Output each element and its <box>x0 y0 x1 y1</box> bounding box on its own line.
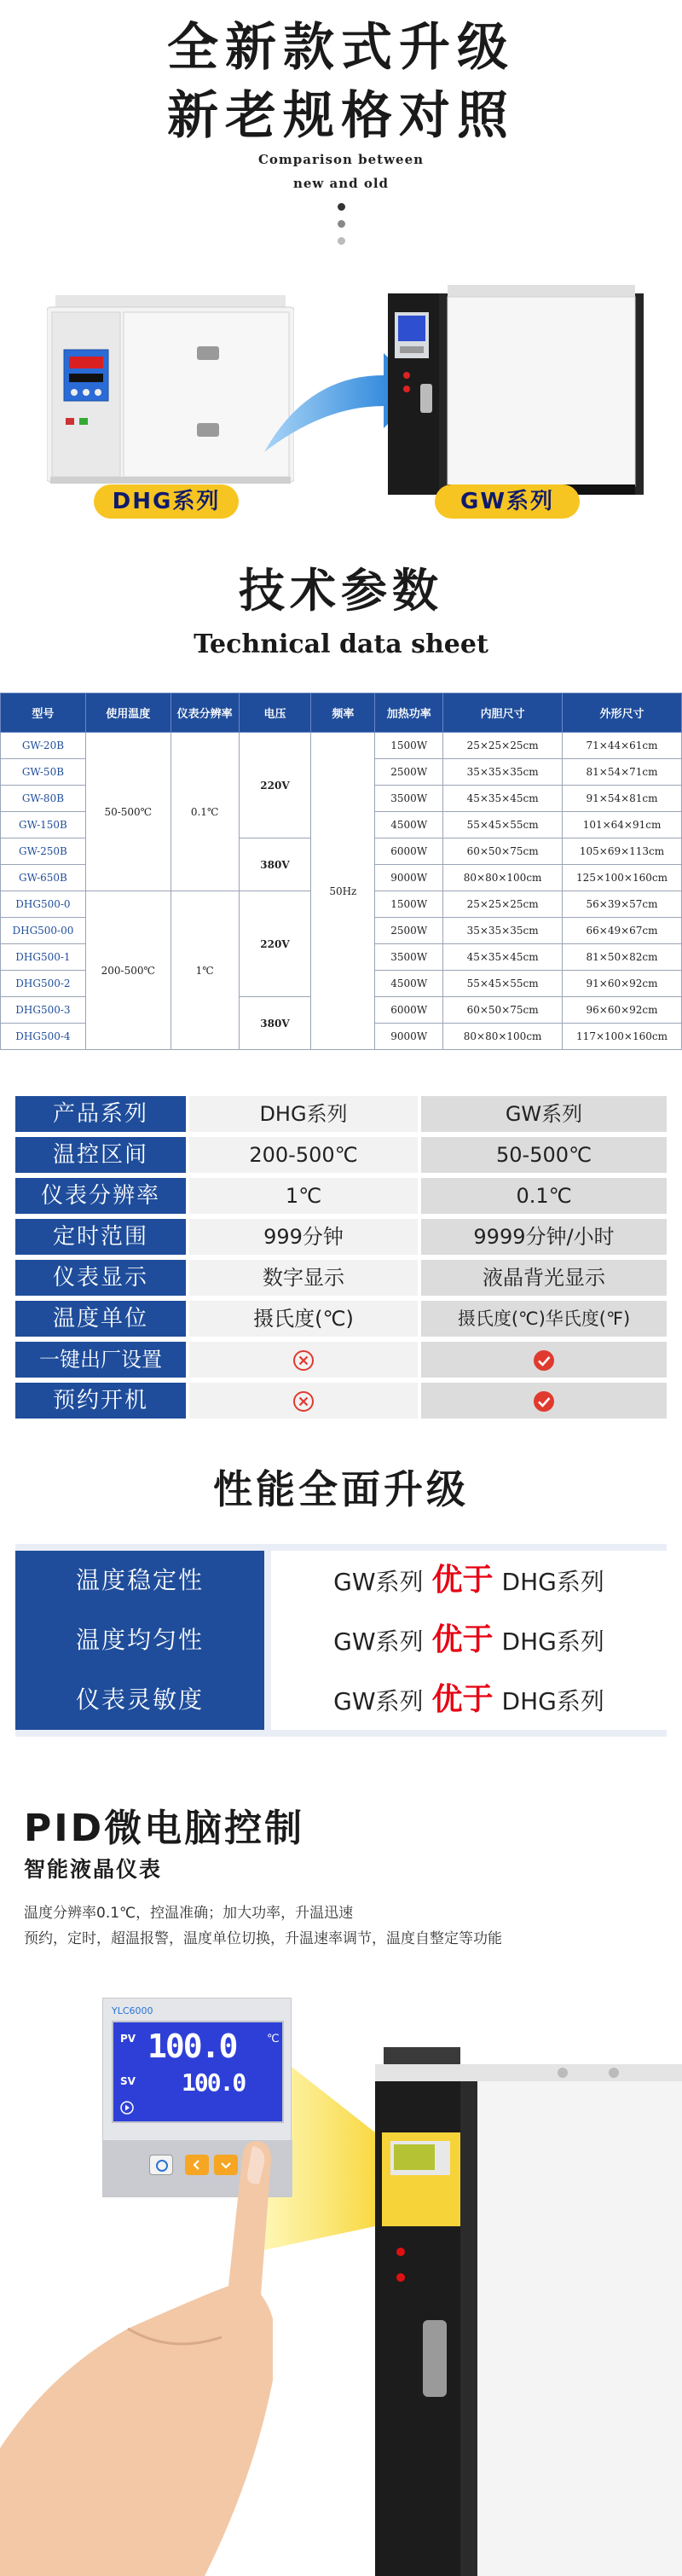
power-cell: 6000W <box>375 997 443 1024</box>
inner-size-cell: 35×35×35cm <box>443 918 563 944</box>
compare-dhg-value: 999分钟 <box>189 1219 418 1255</box>
compare-gw-value: GW系列 <box>421 1096 667 1132</box>
compare-dhg-value: 数字显示 <box>189 1260 418 1296</box>
perf-right: DHG系列 <box>501 1687 604 1715</box>
dot-indicator <box>338 203 345 211</box>
pid-desc-line2: 预约，定时，超温报警，温度单位切换，升温速率调节，温度自整定等功能 <box>24 1930 502 1947</box>
perf-highlight: 优于 <box>431 1622 494 1657</box>
perf-label: 温度均匀性 <box>15 1610 264 1670</box>
col-header: 电压 <box>239 693 311 733</box>
finger-image <box>0 2115 273 2576</box>
compare-label: 预约开机 <box>15 1383 186 1419</box>
col-header: 使用温度 <box>85 693 170 733</box>
compare-row <box>15 1342 667 1379</box>
model-cell: GW-80B <box>1 786 86 812</box>
power-cell: 4500W <box>375 812 443 838</box>
compare-dhg-value: DHG系列 <box>189 1096 418 1132</box>
compare-gw-value <box>421 1383 667 1419</box>
compare-label: 定时范围 <box>15 1219 186 1255</box>
col-header: 仪表分辨率 <box>170 693 239 733</box>
compare-dhg-value: 200-500℃ <box>189 1137 418 1173</box>
controller-brand: YLC6000 <box>112 2005 153 2016</box>
table-row <box>1 733 682 759</box>
perf-highlight: 优于 <box>431 1563 494 1598</box>
sv-label: SV <box>120 2075 136 2087</box>
model-cell: DHG500-1 <box>1 944 86 971</box>
compare-row <box>15 1383 667 1420</box>
outer-size-cell: 71×44×61cm <box>563 733 682 759</box>
hero-title-line1: 全新款式升级 <box>167 18 515 78</box>
perf-value <box>271 1670 667 1730</box>
outer-size-cell: 91×60×92cm <box>563 971 682 997</box>
outer-size-cell: 101×64×91cm <box>563 812 682 838</box>
compare-gw-value <box>421 1342 667 1378</box>
hero-subtitle-line2: new and old <box>292 176 390 191</box>
power-cell: 3500W <box>375 944 443 971</box>
label-dhg-series: DHG系列 <box>94 484 239 519</box>
temp-cell: 50-500℃ <box>85 733 170 891</box>
compare-row <box>15 1178 667 1215</box>
perf-right: DHG系列 <box>501 1568 604 1596</box>
compare-row <box>15 1137 667 1175</box>
compare-row <box>15 1260 667 1297</box>
inner-size-cell: 60×50×75cm <box>443 838 563 865</box>
model-cell: DHG500-3 <box>1 997 86 1024</box>
col-header: 内胆尺寸 <box>443 693 563 733</box>
col-header: 型号 <box>1 693 86 733</box>
compare-label: 仪表分辨率 <box>15 1178 186 1214</box>
voltage-cell: 220V <box>239 891 311 997</box>
compare-dhg-value: 摄氏度(℃) <box>189 1301 418 1337</box>
perf-highlight: 优于 <box>431 1682 494 1717</box>
compare-label: 温度单位 <box>15 1301 186 1337</box>
power-cell: 1500W <box>375 891 443 918</box>
power-cell: 4500W <box>375 971 443 997</box>
power-cell: 2500W <box>375 918 443 944</box>
compare-gw-value: 液晶背光显示 <box>421 1260 667 1296</box>
resolution-cell: 0.1℃ <box>170 733 239 891</box>
model-cell: GW-650B <box>1 865 86 891</box>
outer-size-cell: 81×54×71cm <box>563 759 682 786</box>
temp-cell: 200-500℃ <box>85 891 170 1050</box>
label-gw-series: GW系列 <box>435 484 580 519</box>
compare-gw-value: 9999分钟/小时 <box>421 1219 667 1255</box>
inner-size-cell: 25×25×25cm <box>443 733 563 759</box>
voltage-cell: 220V <box>239 733 311 838</box>
compare-label: 产品系列 <box>15 1096 186 1132</box>
perf-label: 温度稳定性 <box>15 1551 264 1610</box>
compare-label: 仪表显示 <box>15 1260 186 1296</box>
compare-row <box>15 1219 667 1256</box>
compare-dhg-value <box>189 1342 418 1378</box>
outer-size-cell: 117×100×160cm <box>563 1024 682 1050</box>
perf-value <box>271 1551 667 1610</box>
dot-indicator <box>338 220 345 228</box>
inner-size-cell: 45×35×45cm <box>443 786 563 812</box>
perf-left: GW系列 <box>333 1687 424 1715</box>
inner-size-cell: 60×50×75cm <box>443 997 563 1024</box>
inner-size-cell: 55×45×55cm <box>443 812 563 838</box>
model-cell: GW-150B <box>1 812 86 838</box>
perf-row <box>15 1670 667 1730</box>
outer-size-cell: 96×60×92cm <box>563 997 682 1024</box>
power-cell: 9000W <box>375 865 443 891</box>
col-header: 频率 <box>311 693 375 733</box>
sv-value: 100.0 <box>182 2068 246 2097</box>
inner-size-cell: 35×35×35cm <box>443 759 563 786</box>
perf-left: GW系列 <box>333 1627 424 1656</box>
perf-row <box>15 1610 667 1670</box>
power-cell: 2500W <box>375 759 443 786</box>
perf-label: 仪表灵敏度 <box>15 1670 264 1730</box>
power-cell: 1500W <box>375 733 443 759</box>
outer-size-cell: 125×100×160cm <box>563 865 682 891</box>
unit-label: ℃ <box>267 2033 280 2045</box>
model-cell: DHG500-00 <box>1 918 86 944</box>
power-cell: 3500W <box>375 786 443 812</box>
compare-gw-value: 50-500℃ <box>421 1137 667 1173</box>
compare-header-row <box>15 1096 667 1134</box>
inner-size-cell: 25×25×25cm <box>443 891 563 918</box>
compare-gw-value: 摄氏度(℃)华氏度(℉) <box>421 1301 667 1337</box>
col-header: 外形尺寸 <box>563 693 682 733</box>
compare-dhg-value <box>189 1383 418 1419</box>
perf-value <box>271 1610 667 1670</box>
compare-label: 一键出厂设置 <box>15 1342 186 1378</box>
spec-header-row <box>1 693 682 733</box>
hero-title-line2: 新老规格对照 <box>167 86 515 146</box>
power-cell: 6000W <box>375 838 443 865</box>
inner-size-cell: 80×80×100cm <box>443 1024 563 1050</box>
resolution-cell: 1℃ <box>170 891 239 1050</box>
model-cell: GW-20B <box>1 733 86 759</box>
check-circle-icon <box>533 1349 555 1372</box>
pid-subtitle: 智能液晶仪表 <box>24 1857 163 1882</box>
gw-oven-image <box>388 281 644 495</box>
compare-label: 温控区间 <box>15 1137 186 1173</box>
dot-indicator <box>338 237 345 245</box>
col-header: 加热功率 <box>375 693 443 733</box>
inner-size-cell: 45×35×45cm <box>443 944 563 971</box>
model-cell: DHG500-2 <box>1 971 86 997</box>
compare-row <box>15 1301 667 1338</box>
lcd-display <box>112 2021 284 2123</box>
cross-circle-icon <box>292 1390 315 1413</box>
perf-table <box>15 1544 667 1737</box>
pv-label: PV <box>120 2033 136 2045</box>
perf-right: DHG系列 <box>501 1627 604 1656</box>
outer-size-cell: 91×54×81cm <box>563 786 682 812</box>
hero-subtitle-line1: Comparison between <box>257 152 425 167</box>
perf-row <box>15 1551 667 1610</box>
check-circle-icon <box>533 1390 555 1413</box>
outer-size-cell: 56×39×57cm <box>563 891 682 918</box>
cross-circle-icon <box>292 1349 315 1372</box>
model-cell: DHG500-0 <box>1 891 86 918</box>
power-cell: 9000W <box>375 1024 443 1050</box>
pid-desc-line1: 温度分辨率0.1℃，控温准确；加大功率，升温迅速 <box>24 1905 354 1922</box>
voltage-cell: 380V <box>239 997 311 1050</box>
spec-table <box>0 693 682 1050</box>
tech-subtitle: Technical data sheet <box>194 629 488 659</box>
compare-dhg-value: 1℃ <box>189 1178 418 1214</box>
compare-gw-value: 0.1℃ <box>421 1178 667 1214</box>
outer-size-cell: 105×69×113cm <box>563 838 682 865</box>
perf-left: GW系列 <box>333 1568 424 1596</box>
outer-size-cell: 66×49×67cm <box>563 918 682 944</box>
tech-title: 技术参数 <box>239 564 443 618</box>
model-cell: GW-50B <box>1 759 86 786</box>
inner-size-cell: 55×45×55cm <box>443 971 563 997</box>
pv-value: 100.0 <box>147 2028 237 2065</box>
inner-size-cell: 80×80×100cm <box>443 865 563 891</box>
play-icon <box>120 2101 134 2115</box>
outer-size-cell: 81×50×82cm <box>563 944 682 971</box>
model-cell: GW-250B <box>1 838 86 865</box>
voltage-cell: 380V <box>239 838 311 891</box>
pid-title: PID微电脑控制 <box>24 1807 305 1850</box>
model-cell: DHG500-4 <box>1 1024 86 1050</box>
perf-title: 性能全面升级 <box>213 1466 469 1512</box>
pid-oven-image <box>256 1962 682 2576</box>
frequency-cell: 50Hz <box>311 733 375 1050</box>
